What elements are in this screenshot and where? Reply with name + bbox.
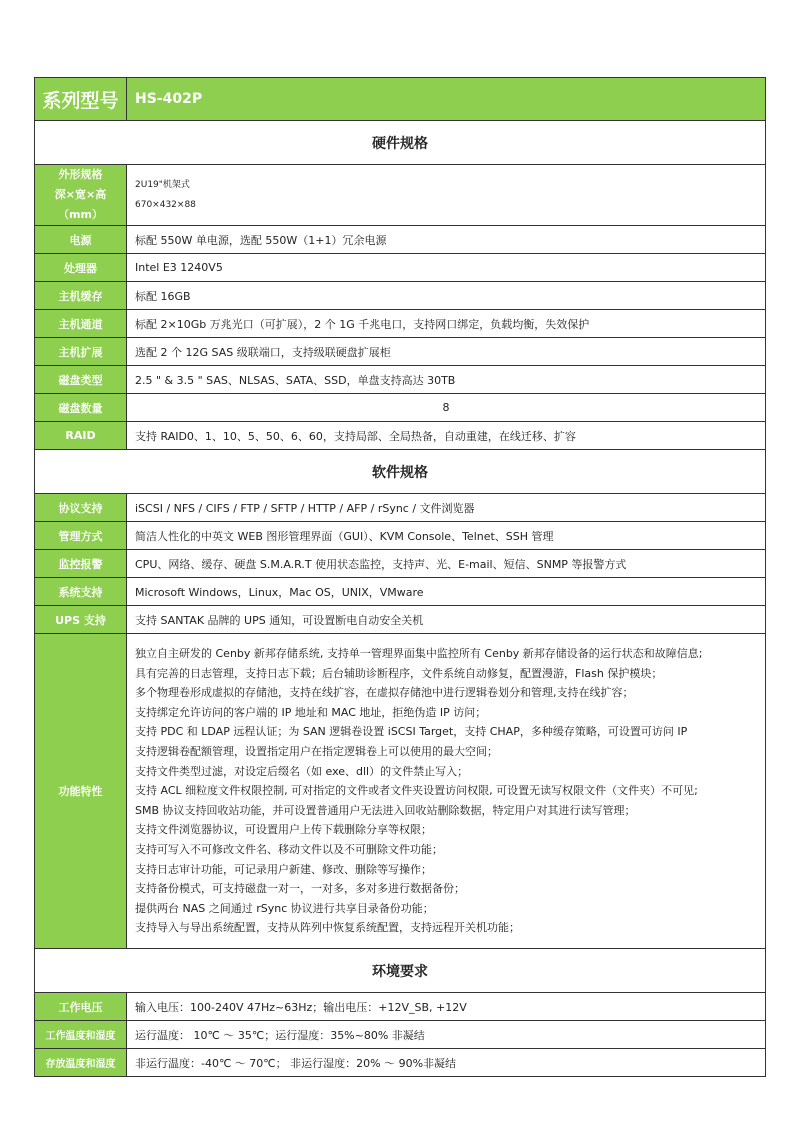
spec-value: iSCSI / NFS / CIFS / FTP / SFTP / HTTP / AFP / rSync / 文件浏览器 [127,494,766,522]
feature-line: 支持文件类型过滤，对设定后缀名（如 exe、dll）的文件禁止写入； [135,764,469,778]
section-environment: 环境要求 [35,949,766,993]
form-label: 外形规格 [58,168,103,181]
spec-label: 工作电压 [35,993,127,1021]
spec-label: 协议支持 [35,494,127,522]
feature-line: 支持日志审计功能，可记录用户新建、修改、删除等写操作； [135,862,432,876]
feature-line: 具有完善的日志管理，支持日志下载；后台辅助诊断程序，文件系统自动修复，配置漫游，Flash 保护模块； [135,666,663,680]
spec-label: 系统支持 [35,578,127,606]
spec-value: 选配 2 个 12G SAS 级联端口，支持级联硬盘扩展柜 [127,338,766,366]
spec-value: 标配 2×10Gb 万兆光口（可扩展），2 个 1G 千兆电口，支持网口绑定，负载均衡，失效保护 [127,310,766,338]
feature-line: 支持绑定允许访问的客户端的 IP 地址和 MAC 地址，拒绝伪造 IP 访问； [135,705,487,719]
model-value: HS-402P [127,78,766,121]
spec-value: Microsoft Windows，Linux，Mac OS，UNIX，VMware [127,578,766,606]
dimension-label: 深×宽×高（mm） [54,188,107,221]
spec-label: 管理方式 [35,522,127,550]
model-label: 系列型号 [35,78,127,121]
spec-value: 非运行温度：-40℃ ～ 70℃； 非运行湿度：20% ～ 90%非凝结 [127,1049,766,1077]
spec-value: 8 [127,394,766,422]
feature-line: 支持备份模式，可支持磁盘一对一，一对多，多对多进行数据备份； [135,882,465,896]
feature-line: 支持 PDC 和 LDAP 远程认证；为 SAN 逻辑卷设置 iSCSI Target，支持 CHAP，多种缓存策略，可设置可访问 IP [135,725,688,739]
spec-value: CPU、网络、缓存、硬盘 S.M.A.R.T 使用状态监控，支持声、光、E-mail、短信、SNMP 等报警方式 [127,550,766,578]
spec-label: UPS 支持 [35,606,127,634]
feature-line: 独立自主研发的 Cenby 新邦存储系统, 支持单一管理界面集中监控所有 Cenby 新邦存储设备的运行状态和故障信息; [135,647,703,661]
spec-label: 处理器 [35,254,127,282]
spec-label: 主机缓存 [35,282,127,310]
feature-line: 支持逻辑卷配额管理，设置指定用户在指定逻辑卷上可以使用的最大空间； [135,745,498,759]
features-label: 功能特性 [35,634,127,949]
feature-line: 提供两台 NAS 之间通过 rSync 协议进行共享目录备份功能； [135,901,434,915]
section-hardware: 硬件规格 [35,121,766,165]
feature-line: 支持可写入不可修改文件名、移动文件以及不可删除文件功能； [135,842,443,856]
feature-line: 支持导入与导出系统配置，支持从阵列中恢复系统配置，支持远程开关机功能； [135,921,520,935]
section-software: 软件规格 [35,450,766,494]
spec-label: 主机通道 [35,310,127,338]
spec-label: 磁盘数量 [35,394,127,422]
feature-line: SMB 协议支持回收站功能，并可设置普通用户无法进入回收站删除数据，特定用户对其进行读写管理； [135,803,636,817]
spec-value: 支持 SANTAK 品牌的 UPS 通知，可设置断电自动安全关机 [127,606,766,634]
spec-value: Intel E3 1240V5 [127,254,766,282]
spec-table [34,77,766,1077]
spec-label: 磁盘类型 [35,366,127,394]
spec-value: 2.5 " & 3.5 " SAS、NLSAS、SATA、SSD，单盘支持高达 30TB [127,366,766,394]
spec-label: 工作温度和湿度 [35,1021,127,1049]
spec-row-form [35,165,766,226]
spec-label: 主机扩展 [35,338,127,366]
form-value: 2U19"机架式 [135,180,190,190]
spec-label: RAID [35,422,127,450]
features-list [127,634,766,949]
feature-line: 支持 ACL 细粒度文件权限控制, 可对指定的文件或者文件夹设置访问权限, 可设置无读写权限文件（文件夹）不可见; [135,784,698,798]
spec-value: 标配 550W 单电源，选配 550W（1+1）冗余电源 [127,226,766,254]
feature-line: 支持文件浏览器协议，可设置用户上传下载删除分享等权限； [135,823,432,837]
spec-label: 存放温度和湿度 [35,1049,127,1077]
spec-value: 简洁人性化的中英文 WEB 图形管理界面（GUI）、KVM Console、Telnet、SSH 管理 [127,522,766,550]
spec-label: 监控报警 [35,550,127,578]
spec-value: 运行温度： 10℃ ～ 35℃；运行湿度：35%~80% 非凝结 [127,1021,766,1049]
dimension-value: 670×432×88 [135,200,196,210]
spec-value: 支持 RAID0、1、10、5、50、6、60，支持局部、全局热备，自动重建，在线迁移、扩容 [127,422,766,450]
spec-value: 输入电压：100-240V 47Hz~63Hz；输出电压：+12V_SB, +12V [127,993,766,1021]
model-row [35,78,766,121]
feature-line: 多个物理卷形成虚拟的存储池，支持在线扩容，在虚拟存储池中进行逻辑卷划分和管理,支持在线扩容； [135,686,634,700]
spec-value: 标配 16GB [127,282,766,310]
spec-label: 电源 [35,226,127,254]
